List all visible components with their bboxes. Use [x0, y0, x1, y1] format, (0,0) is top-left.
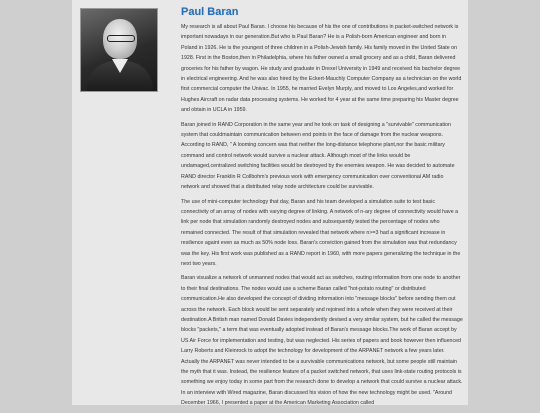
article-content — [181, 4, 463, 413]
portrait-photo — [80, 8, 158, 92]
paragraph-simulation: The use of mini-computer technology that day, Baran and his team developed a simulation suite to test basic connectivity of an array of nodes with varying degree of linking. A network of n-ary degree of connectivity would have a link per node that simulation randomly destroyed nodes and subsequently tested the percentage of nodes who remained connected. The result of that simulation revealed that network where n>=3 had a significant increase in resilience againt even as much as 50% node loss. Baran's conviction gained from the simulation was that redundancy was the key. His first work was published as a RAND report in 1960, with more papers generalizing the technique in the next two years. — [181, 198, 461, 267]
paragraph-packet-switching: Baran visualize a network of unmanned nodes that would act as switches, routing information from one node to another to their final destinations. The nodes would use a scheme Baran called "hot-potato routing" or distributed communication.He also developed the concept of dividing information into "message blocks" before sending them out across the network. Each block would be sent separately and rejoined into a whole when they were received at their destination.A British man named Donald Davies independently devised a very similar system, but he called the message blocks "packets," a term that was eventually adopted instead of Baran's message blocks.The work of Baran accept by US Air Force for implementation and testing, but was neglected. His series of papers and book however then influenced Larry Roberts and Kleinrock to adopt the technology for development of the ARPANET network a few years later. Actually the ARPANET was never intended to be a survivable communications network, but some people still maintain the myth that it was. Instead, the resilience feature of a packet switched network, that uses link-state routing protocols is something we enjoy today in some part from the research done to develop a network that could survive a nuclear attack. In an interview with Wired magazine, Baran discussed his vision of how the new technology might be used. "Around December 1966, I presented a paper at the American Marketing Association called — [181, 275, 463, 407]
paragraph-rand: Baran joined in RAND Corporation in the same year and he took on task of designing a "survivable" communication system that couldmaintain communication between end points in the face of damage from the nuclear weapons. According to RAND, " A looming concern was that neither the long-distance telephone plant,nor the basic military command and control network would survive a nuclear attack. Although most of the links would be undamaged,centralized switching facilities would be destroyed by the enemies weapon. He was decided to automate RAND director Franklin R Collbohm's previous work with emergency communication over conventional AM radio network and showed that a distributed relay node architecture could be survivable. — [181, 121, 455, 191]
page-title: Paul Baran — [181, 6, 239, 18]
page-container — [72, 0, 468, 405]
portrait-glasses — [107, 35, 135, 42]
paragraph-intro: My research is all about Paul Baran. I choose his because of his the one of contributions in packet-switched network is important nowadays in our generation.But who is Paul Baran? He is a Polish-born American engineer and born in Poland in 1926. He is the youngest of three children in a Polish-Jewish family. His family moved in the United State on 1928. First in the Boston,then in Philadelphia, where his father owned a small grocery and as a child, Baran delivered groceries for his father by wagon. He study and graduate in Drexel University in 1949 and received his bachelor degree in electrical engineering. And he was also hired by the Eckert-Mauchly Computer Company as a technician on the world first commercial computer the Univac. In 1955, he married Evelyn Murply, and moved to Los Angeles,and worked for Hughes Aircraft on radar data processing systems. He worked for 4 year at the same time preparing his Master degree and obtain in UCLA in 1959. — [181, 24, 462, 114]
